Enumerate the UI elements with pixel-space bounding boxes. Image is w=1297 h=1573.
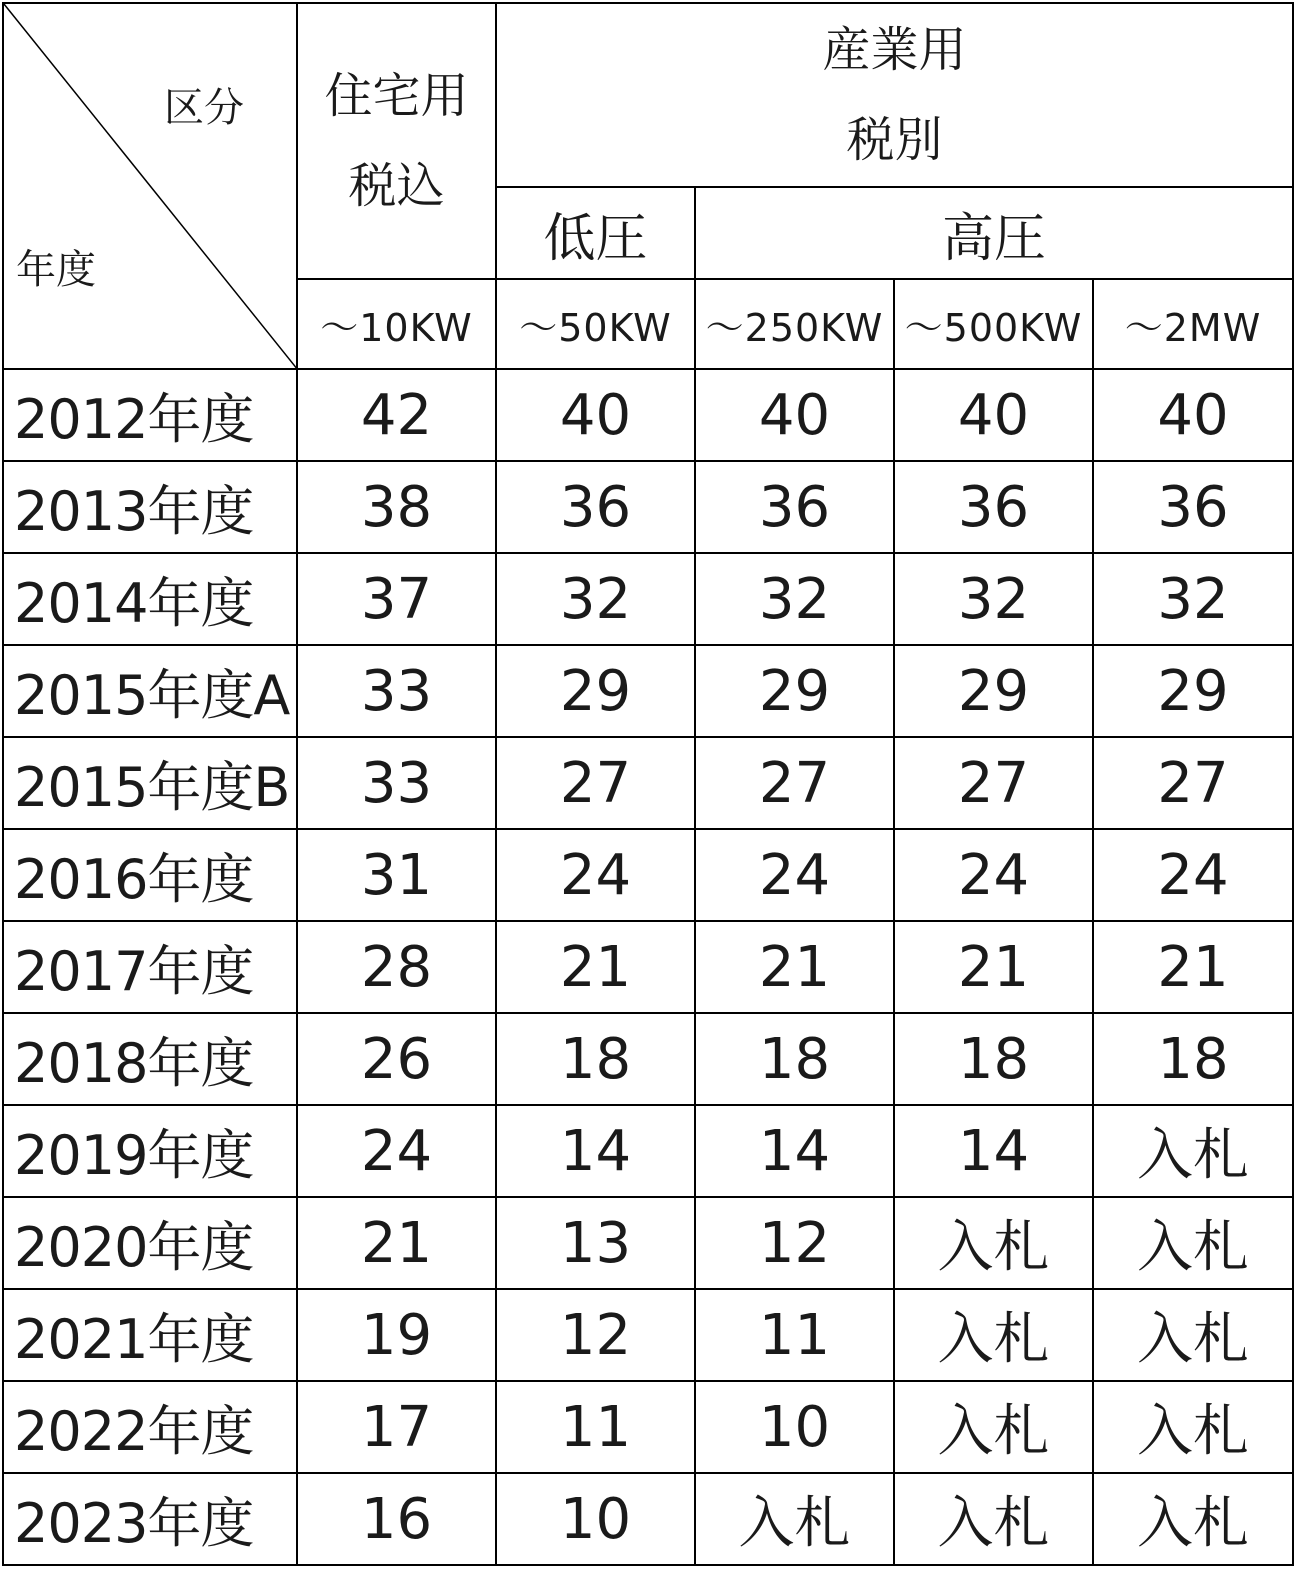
capacity-header-10kw: ～10KW (297, 279, 496, 369)
capacity-header-500kw: ～500KW (894, 279, 1093, 369)
value-cell: 29 (894, 645, 1093, 737)
table-row (3, 829, 1293, 921)
header-row-1 (3, 3, 1293, 187)
value-cell: 18 (695, 1013, 894, 1105)
value-cell: 24 (1093, 829, 1293, 921)
value-cell: 入札 (1093, 1197, 1293, 1289)
tariff-table-container (2, 2, 1292, 1568)
value-cell: 28 (297, 921, 496, 1013)
industrial-label: 産業用 (822, 22, 967, 78)
value-cell: 33 (297, 737, 496, 829)
value-cell: 12 (496, 1289, 695, 1381)
value-cell: 11 (695, 1289, 894, 1381)
year-cell: 2023年度 (3, 1473, 297, 1565)
value-cell: 入札 (894, 1381, 1093, 1473)
value-cell: 入札 (894, 1473, 1093, 1565)
year-cell: 2020年度 (3, 1197, 297, 1289)
value-cell: 入札 (894, 1197, 1093, 1289)
value-cell: 17 (297, 1381, 496, 1473)
value-cell: 13 (496, 1197, 695, 1289)
value-cell: 38 (297, 461, 496, 553)
industrial-header (496, 3, 1293, 187)
value-cell: 21 (297, 1197, 496, 1289)
value-cell: 12 (695, 1197, 894, 1289)
residential-label: 住宅用 (324, 68, 469, 124)
value-cell: 36 (1093, 461, 1293, 553)
corner-header-cell (3, 3, 297, 369)
value-cell: 14 (695, 1105, 894, 1197)
value-cell: 11 (496, 1381, 695, 1473)
value-cell: 33 (297, 645, 496, 737)
value-cell: 24 (297, 1105, 496, 1197)
category-label: 区分 (164, 85, 244, 131)
year-cell: 2021年度 (3, 1289, 297, 1381)
capacity-header-50kw: ～50KW (496, 279, 695, 369)
tax-included-label: 税込 (348, 158, 445, 214)
table-row (3, 1105, 1293, 1197)
value-cell: 36 (894, 461, 1093, 553)
value-cell: 16 (297, 1473, 496, 1565)
table-row (3, 1013, 1293, 1105)
value-cell: 29 (1093, 645, 1293, 737)
value-cell: 36 (695, 461, 894, 553)
table-row (3, 553, 1293, 645)
value-cell: 27 (1093, 737, 1293, 829)
residential-header (297, 3, 496, 279)
value-cell: 入札 (1093, 1289, 1293, 1381)
table-row (3, 1473, 1293, 1565)
value-cell: 24 (496, 829, 695, 921)
value-cell: 21 (496, 921, 695, 1013)
table-row (3, 1289, 1293, 1381)
tariff-table (2, 2, 1294, 1566)
capacity-header-2mw: ～2MW (1093, 279, 1293, 369)
value-cell: 40 (695, 369, 894, 461)
value-cell: 18 (894, 1013, 1093, 1105)
value-cell: 18 (496, 1013, 695, 1105)
year-cell: 2013年度 (3, 461, 297, 553)
value-cell: 24 (894, 829, 1093, 921)
high-voltage-header: 高圧 (695, 187, 1293, 279)
value-cell: 32 (695, 553, 894, 645)
fiscal-year-label: 年度 (16, 247, 96, 293)
year-cell: 2017年度 (3, 921, 297, 1013)
low-voltage-header: 低圧 (496, 187, 695, 279)
value-cell: 32 (894, 553, 1093, 645)
value-cell: 14 (496, 1105, 695, 1197)
table-row (3, 737, 1293, 829)
table-row (3, 645, 1293, 737)
value-cell: 27 (496, 737, 695, 829)
year-cell: 2014年度 (3, 553, 297, 645)
value-cell: 27 (894, 737, 1093, 829)
value-cell: 37 (297, 553, 496, 645)
value-cell: 10 (496, 1473, 695, 1565)
year-cell: 2015年度A (3, 645, 297, 737)
value-cell: 21 (695, 921, 894, 1013)
value-cell: 入札 (1093, 1473, 1293, 1565)
year-cell: 2015年度B (3, 737, 297, 829)
year-cell: 2016年度 (3, 829, 297, 921)
value-cell: 入札 (1093, 1381, 1293, 1473)
capacity-header-250kw: ～250KW (695, 279, 894, 369)
value-cell: 19 (297, 1289, 496, 1381)
year-cell: 2019年度 (3, 1105, 297, 1197)
value-cell: 29 (695, 645, 894, 737)
table-row (3, 369, 1293, 461)
value-cell: 24 (695, 829, 894, 921)
value-cell: 29 (496, 645, 695, 737)
tax-excluded-label: 税別 (846, 112, 943, 168)
diagonal-divider (4, 4, 297, 369)
value-cell: 32 (1093, 553, 1293, 645)
table-row (3, 1197, 1293, 1289)
year-cell: 2012年度 (3, 369, 297, 461)
value-cell: 40 (1093, 369, 1293, 461)
value-cell: 入札 (695, 1473, 894, 1565)
year-cell: 2022年度 (3, 1381, 297, 1473)
value-cell: 10 (695, 1381, 894, 1473)
value-cell: 32 (496, 553, 695, 645)
value-cell: 31 (297, 829, 496, 921)
value-cell: 26 (297, 1013, 496, 1105)
value-cell: 27 (695, 737, 894, 829)
table-row (3, 461, 1293, 553)
value-cell: 入札 (1093, 1105, 1293, 1197)
table-row (3, 1381, 1293, 1473)
value-cell: 21 (1093, 921, 1293, 1013)
value-cell: 40 (496, 369, 695, 461)
value-cell: 40 (894, 369, 1093, 461)
value-cell: 36 (496, 461, 695, 553)
value-cell: 42 (297, 369, 496, 461)
value-cell: 18 (1093, 1013, 1293, 1105)
year-cell: 2018年度 (3, 1013, 297, 1105)
value-cell: 入札 (894, 1289, 1093, 1381)
table-row (3, 921, 1293, 1013)
value-cell: 14 (894, 1105, 1093, 1197)
value-cell: 21 (894, 921, 1093, 1013)
